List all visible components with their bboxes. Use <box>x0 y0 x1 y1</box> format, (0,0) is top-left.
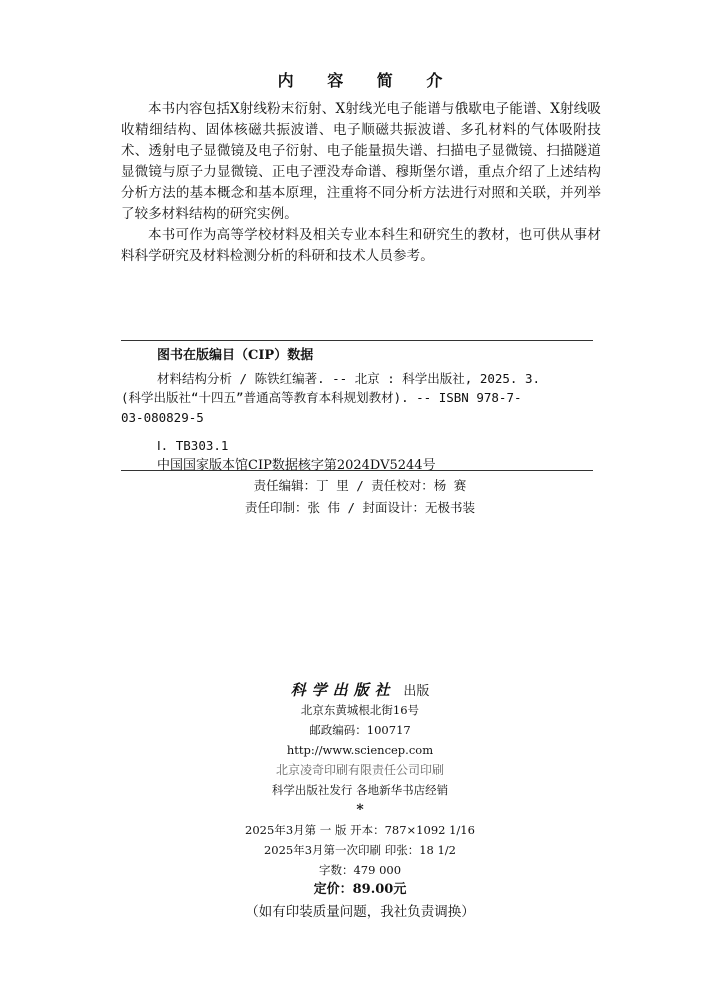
summary-paragraph-2: 本书可作为高等学校材料及相关专业本科生和研究生的教材，也可供从事材料科学研究及材料检测分析的科研和技术人员参考。 <box>121 227 601 264</box>
cip-top-rule <box>121 340 593 341</box>
summary-paragraph-1: 本书内容包括X射线粉末衍射、X射线光电子能谱与俄歇电子能谱、X射线吸收精细结构、固体核磁共振波谱、电子顺磁共振波谱、多孔材料的气体吸附技术、透射电子显微镜及电子衍射、电子能量损失谱、扫描电子显微镜、扫描隧道显微镜与原子力显微镜、正电子湮没寿命谱、穆斯堡尔谱，重点介绍了上述结构分析方法的基本概念和基本原理，注重将不同分析方法进行对照和关联，并列举了较多材料结构的研究实例。 <box>121 101 601 222</box>
cip-title: 图书在版编目（CIP）数据 <box>157 348 314 363</box>
cip-bottom-rule <box>121 470 593 471</box>
edition-info: 2025年3月第 一 版 开本：787×1092 1/16 <box>245 823 475 837</box>
publisher-action: 出版 <box>403 684 430 699</box>
cip-record <box>121 369 597 428</box>
separator-star: * <box>356 802 364 818</box>
summary-section <box>121 99 601 267</box>
publisher-address: 北京东黄城根北街16号 <box>300 703 420 717</box>
publisher-name: 科学出版社 <box>290 681 396 699</box>
cip-record-line-2: (科学出版社“十四五”普通高等教育本科规划教材). -- ISBN 978-7- <box>121 390 522 405</box>
cip-block <box>121 346 597 475</box>
printer-info: 北京凌奇印刷有限责任公司印刷 <box>275 763 444 777</box>
printing-info: 2025年3月第一次印刷 印张：18 1/2 <box>263 843 457 857</box>
price: 定价：89.00元 <box>313 882 407 897</box>
word-count: 字数：479 000 <box>318 863 402 877</box>
cip-record-line-3: 03-080829-5 <box>121 409 204 425</box>
imprint-block <box>0 680 720 922</box>
summary-heading: 内 容 简 介 <box>277 71 457 90</box>
cip-number: 中国国家版本馆CIP数据核字第2024DV5244号 <box>157 457 436 473</box>
staff-editors: 责任编辑：丁 里 / 责任校对：杨 赛 <box>253 478 467 493</box>
publisher-line <box>0 680 720 700</box>
distribution-info: 科学出版社发行 各地新华书店经销 <box>271 783 449 797</box>
publisher-postcode: 邮政编码：100717 <box>309 723 411 737</box>
publisher-website: http://www.sciencep.com <box>286 743 434 757</box>
cip-classification: Ⅰ. TB303.1 <box>157 438 229 453</box>
cip-record-line-1: 材料结构分析 / 陈铁红编著. -- 北京 : 科学出版社, 2025. 3. <box>157 370 541 386</box>
quality-notice: （如有印装质量问题，我社负责调换） <box>245 904 475 920</box>
staff-production: 责任印制：张 伟 / 封面设计：无极书装 <box>244 500 476 515</box>
